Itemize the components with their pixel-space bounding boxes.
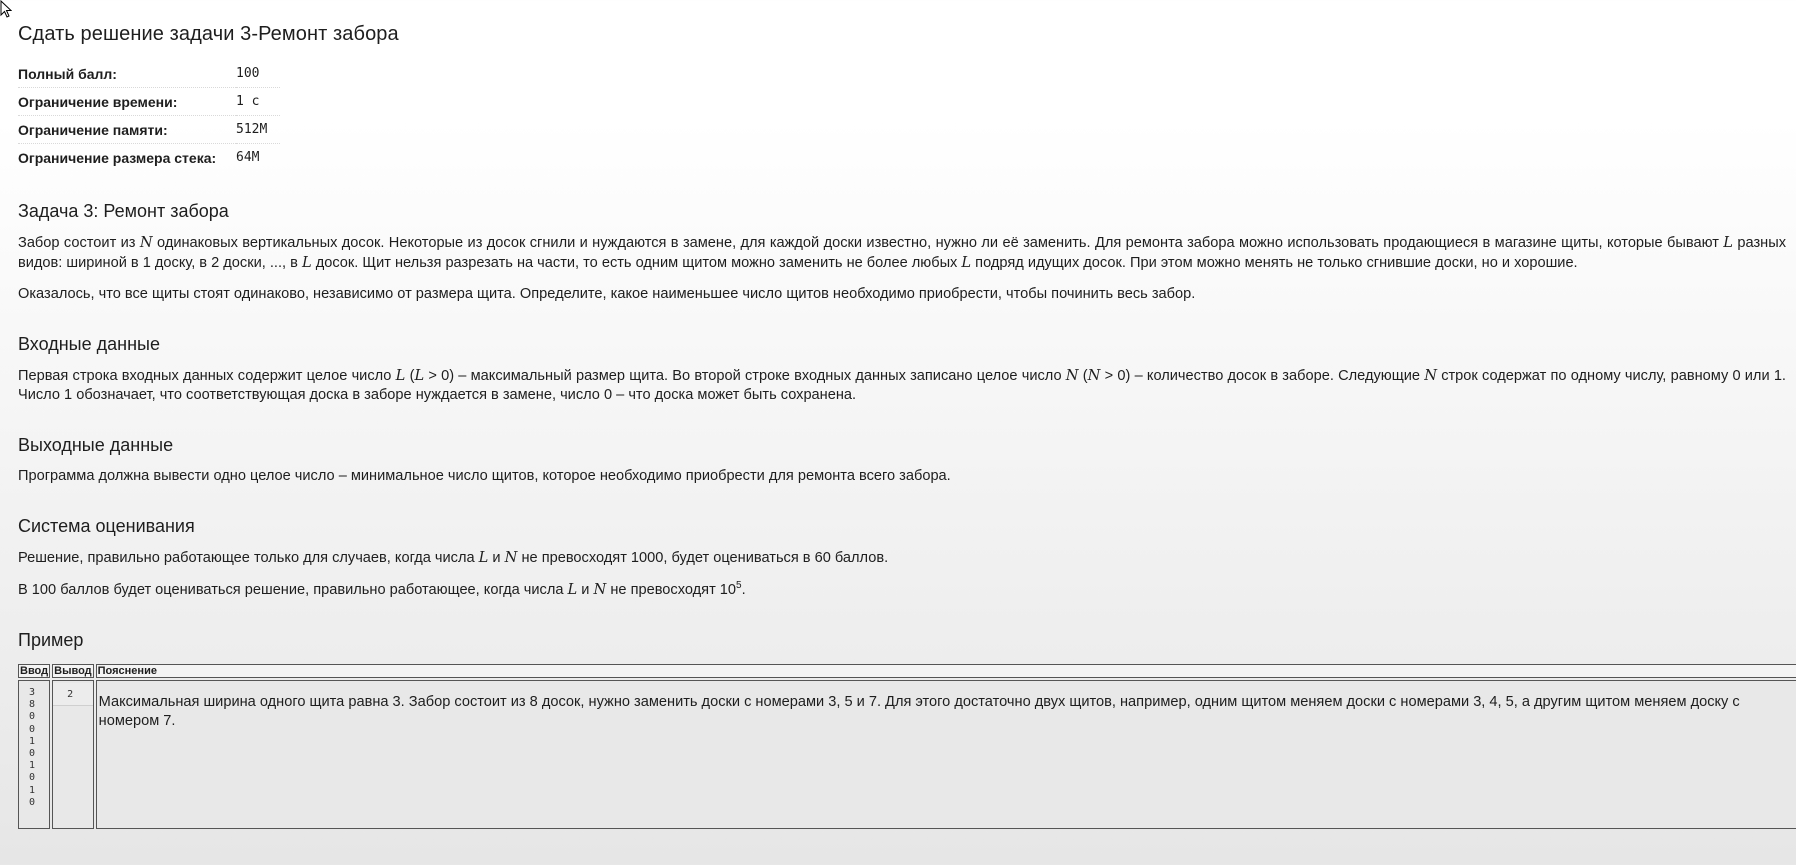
math-variable: L [961,254,972,271]
submit-page [18,18,1786,831]
output-description: Программа должна вывести одно целое число – минимальное число щитов, которое необходимо приобрести для ремонта всего забора. [18,468,951,484]
math-variable: N [593,581,607,598]
example-col-note: Пояснение [96,664,1796,678]
text-fragment: Первая строка входных данных содержит целое число [18,368,396,384]
math-variable: L [301,254,312,271]
math-variable: L [567,581,578,598]
limit-value: 512M [236,116,280,144]
scoring-paragraph [18,580,1786,600]
input-heading: Входные данные [18,334,160,354]
math-variable: N [1065,367,1079,384]
text-fragment: досок. Щит нельзя разрезать на части, то есть одним щитом можно заменить не более любых [311,255,962,271]
problem-statement-paragraph [18,233,1786,273]
text-fragment: и [488,550,505,566]
example-row [18,680,1796,829]
text-fragment: . [741,582,746,598]
superscript: 5 [736,580,742,592]
math-variable: N [504,549,518,566]
limit-value: 100 [236,60,280,88]
text-fragment: ( [1078,368,1088,384]
example-output-text: 2 [53,683,93,706]
text-fragment: не превосходят 1000, будет оцениваться в 60 баллов. [517,550,889,566]
output-heading: Выходные данные [18,435,174,455]
text-fragment: строк содержат по одному числу, равному 0 или 1. Число 1 обозначает, что соответствующая доска в заборе нуждается в замене, число 0 – что доска может быть сохранена. [18,368,1786,403]
example-input-cell[interactable] [18,680,50,829]
example-header-row [18,664,1796,678]
limit-label: Полный балл: [18,60,236,88]
text-fragment: Решение, правильно работающее только для случаев, когда числа [18,550,479,566]
limit-row [18,116,280,144]
math-variable: N [1424,367,1437,384]
example-col-output: Вывод [54,665,92,677]
example-heading: Пример [18,630,84,650]
text-fragment: ( [405,368,415,384]
text-fragment: Забор состоит из [18,235,140,251]
text-fragment: > 0) – количество досок в заборе. Следующие [1100,368,1425,384]
example-output-cell[interactable] [52,680,94,829]
example-table [16,662,1796,831]
input-description [18,366,1786,405]
text-fragment: подряд идущих досок. При этом можно менять не только сгнившие доски, но и хорошие. [971,255,1578,271]
text-fragment: > 0) – максимальный размер щита. Во второй строке входных данных записано целое число [424,368,1066,384]
text-fragment: В 100 баллов будет оцениваться решение, правильно работающее, когда числа [18,582,568,598]
text-fragment: не превосходят 10 [606,582,737,598]
example-note-cell: Максимальная ширина одного щита равна 3. Забор состоит из 8 досок, нужно заменить доски с номерами 3, 5 и 7. Для этого достаточно двух щитов, например, одним щитом меняем доски с номерами 3, 4, 5, а другим щитом меняем доску с номером 7. [96,680,1796,829]
problem-heading: Задача 3: Ремонт забора [18,201,229,221]
limits-table [18,60,280,171]
example-input-text: 3 8 0 0 1 0 1 0 1 0 [29,687,36,808]
limit-label: Ограничение времени: [18,88,236,116]
math-variable: N [139,234,153,251]
limit-row [18,88,280,116]
text-fragment: одинаковых вертикальных досок. Некоторые из досок сгнили и нуждаются в замене, для каждой доски известно, нужно ли её заменить. Для ремонта забора можно использовать продающиеся в магазине щиты, которые бывают [152,235,1724,251]
limit-label: Ограничение памяти: [18,116,236,144]
scoring-heading: Система оценивания [18,516,195,536]
limit-value: 64M [236,150,260,165]
math-variable: L [414,367,425,384]
limit-value: 1 с [236,88,280,116]
math-variable: N [1087,367,1101,384]
problem-task-paragraph: Оказалось, что все щиты стоят одинаково, независимо от размера щита. Определите, какое наименьшее число щитов необходимо приобрести, чтобы починить весь забор. [18,286,1196,302]
limit-row [18,144,280,172]
limit-label: Ограничение размера стека: [18,149,217,166]
text-fragment: разных видов: шириной в 1 доску, в 2 доски, ..., в [18,235,1786,271]
limit-row [18,60,280,88]
example-col-input: Ввод [20,665,49,677]
page-title: Сдать решение задачи 3-Ремонт забора [18,23,399,45]
mouse-cursor-icon [0,0,12,18]
math-variable: L [478,549,489,566]
math-variable: L [395,367,406,384]
math-variable: L [1723,234,1733,251]
scoring-paragraph [18,548,1786,568]
text-fragment: и [577,582,594,598]
